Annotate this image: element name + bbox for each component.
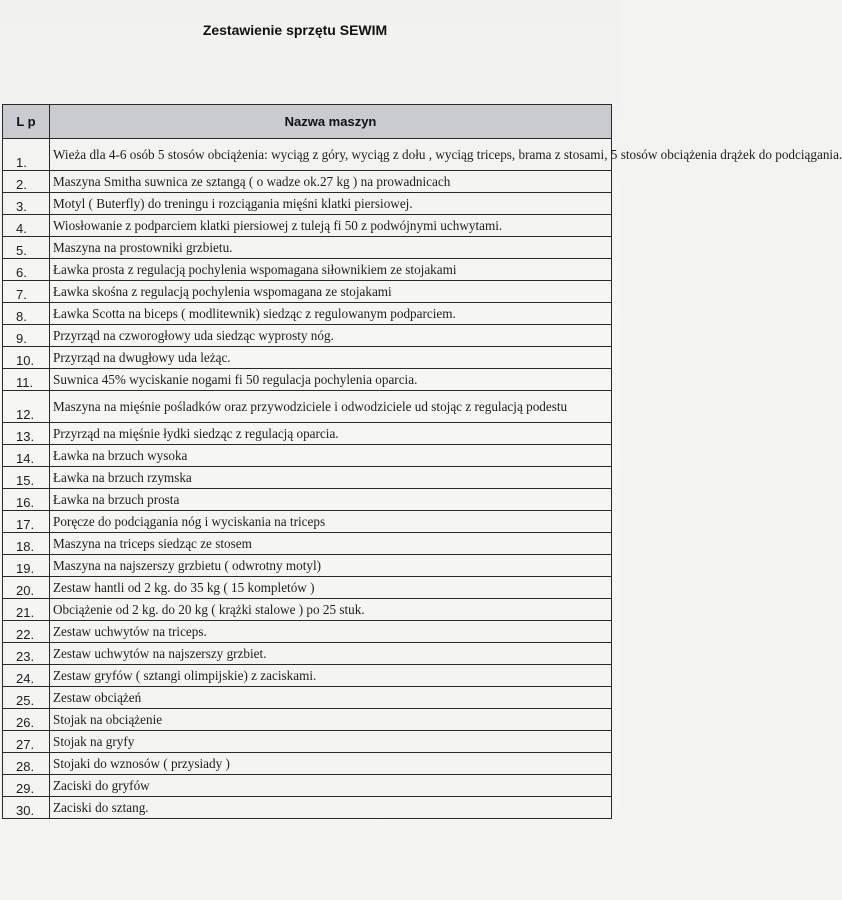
table-row	[3, 731, 612, 753]
table-row	[3, 621, 612, 643]
row-name: Maszyna na triceps siedząc ze stosem	[50, 533, 612, 555]
row-number: 26.	[3, 709, 50, 731]
row-name: Ławka skośna z regulacją pochylenia wspomagana ze stojakami	[50, 281, 612, 303]
row-number: 13.	[3, 423, 50, 445]
row-number: 9.	[3, 325, 50, 347]
row-name: Wieża dla 4-6 osób 5 stosów obciążenia: wyciąg z góry, wyciąg z dołu , wyciąg triceps, brama z stosami, 5 stosów obciążenia drążek do podciągania.	[50, 139, 612, 171]
row-number: 28.	[3, 753, 50, 775]
table-row	[3, 555, 612, 577]
row-number: 22.	[3, 621, 50, 643]
row-number: 4.	[3, 215, 50, 237]
row-number: 1.	[3, 139, 50, 171]
row-number: 25.	[3, 687, 50, 709]
row-number: 20.	[3, 577, 50, 599]
row-name: Motyl ( Buterfly) do treningu i rozciągania mięśni klatki piersiowej.	[50, 193, 612, 215]
document-title: Zestawienie sprzętu SEWIM	[202, 22, 388, 38]
table-row	[3, 325, 612, 347]
table-row	[3, 797, 612, 819]
table-row	[3, 687, 612, 709]
table-row	[3, 665, 612, 687]
table-row	[3, 369, 612, 391]
row-number: 11.	[3, 369, 50, 391]
table-row	[3, 753, 612, 775]
row-number: 24.	[3, 665, 50, 687]
equipment-table	[2, 104, 842, 819]
table-row	[3, 215, 612, 237]
row-number: 7.	[3, 281, 50, 303]
row-name: Przyrząd na mięśnie łydki siedząc z regulacją oparcia.	[50, 423, 612, 445]
table-row	[3, 391, 612, 423]
table-row	[3, 281, 612, 303]
table-row	[3, 533, 612, 555]
column-header-lp: L p	[3, 105, 50, 139]
table-row	[3, 193, 612, 215]
row-name: Zestaw obciążeń	[50, 687, 612, 709]
row-name: Ławka Scotta na biceps ( modlitewnik) siedząc z regulowanym podparciem.	[50, 303, 612, 325]
table-header-row	[3, 105, 612, 139]
row-number: 29.	[3, 775, 50, 797]
table-row	[3, 423, 612, 445]
row-number: 15.	[3, 467, 50, 489]
row-number: 3.	[3, 193, 50, 215]
column-header-name: Nazwa maszyn	[50, 105, 612, 139]
row-number: 5.	[3, 237, 50, 259]
row-name: Ławka na brzuch rzymska	[50, 467, 612, 489]
table-row	[3, 303, 612, 325]
row-name: Poręcze do podciągania nóg i wyciskania na triceps	[50, 511, 612, 533]
row-number: 6.	[3, 259, 50, 281]
row-name: Maszyna na prostowniki grzbietu.	[50, 237, 612, 259]
row-name: Suwnica 45% wyciskanie nogami fi 50 regulacja pochylenia oparcia.	[50, 369, 612, 391]
row-name: Ławka prosta z regulacją pochylenia wspomagana siłownikiem ze stojakami	[50, 259, 612, 281]
table-row	[3, 467, 612, 489]
row-number: 16.	[3, 489, 50, 511]
row-name: Stojaki do wznosów ( przysiady )	[50, 753, 612, 775]
table-row	[3, 489, 612, 511]
table-row	[3, 171, 612, 193]
row-name: Ławka na brzuch prosta	[50, 489, 612, 511]
row-number: 17.	[3, 511, 50, 533]
row-number: 30.	[3, 797, 50, 819]
row-number: 23.	[3, 643, 50, 665]
row-name: Maszyna na najszerszy grzbietu ( odwrotny motyl)	[50, 555, 612, 577]
row-name: Zestaw hantli od 2 kg. do 35 kg ( 15 kompletów )	[50, 577, 612, 599]
row-name: Zestaw uchwytów na triceps.	[50, 621, 612, 643]
row-number: 19.	[3, 555, 50, 577]
row-name: Stojak na obciążenie	[50, 709, 612, 731]
table-row	[3, 775, 612, 797]
row-number: 12.	[3, 391, 50, 423]
table-row	[3, 599, 612, 621]
row-name: Zestaw uchwytów na najszerszy grzbiet.	[50, 643, 612, 665]
table-row	[3, 139, 612, 171]
row-name: Przyrząd na czworogłowy uda siedząc wyprosty nóg.	[50, 325, 612, 347]
row-name: Obciążenie od 2 kg. do 20 kg ( krążki stalowe ) po 25 stuk.	[50, 599, 612, 621]
table-row	[3, 709, 612, 731]
row-name: Wiosłowanie z podparciem klatki piersiowej z tuleją fi 50 z podwójnymi uchwytami.	[50, 215, 612, 237]
row-number: 8.	[3, 303, 50, 325]
table-row	[3, 577, 612, 599]
row-number: 27.	[3, 731, 50, 753]
row-name: Maszyna Smitha suwnica ze sztangą ( o wadze ok.27 kg ) na prowadnicach	[50, 171, 612, 193]
row-number: 2.	[3, 171, 50, 193]
row-name: Stojak na gryfy	[50, 731, 612, 753]
row-name: Maszyna na mięśnie pośladków oraz przywodziciele i odwodziciele ud stojąc z regulacją podestu	[50, 391, 612, 423]
table-row	[3, 347, 612, 369]
row-number: 14.	[3, 445, 50, 467]
table-row	[3, 511, 612, 533]
row-name: Zaciski do gryfów	[50, 775, 612, 797]
row-number: 21.	[3, 599, 50, 621]
table-row	[3, 445, 612, 467]
table-row	[3, 237, 612, 259]
row-number: 10.	[3, 347, 50, 369]
table-row	[3, 643, 612, 665]
row-name: Ławka na brzuch wysoka	[50, 445, 612, 467]
row-name: Przyrząd na dwugłowy uda leżąc.	[50, 347, 612, 369]
row-name: Zaciski do sztang.	[50, 797, 612, 819]
row-name: Zestaw gryfów ( sztangi olimpijskie) z zaciskami.	[50, 665, 612, 687]
table-row	[3, 259, 612, 281]
row-number: 18.	[3, 533, 50, 555]
